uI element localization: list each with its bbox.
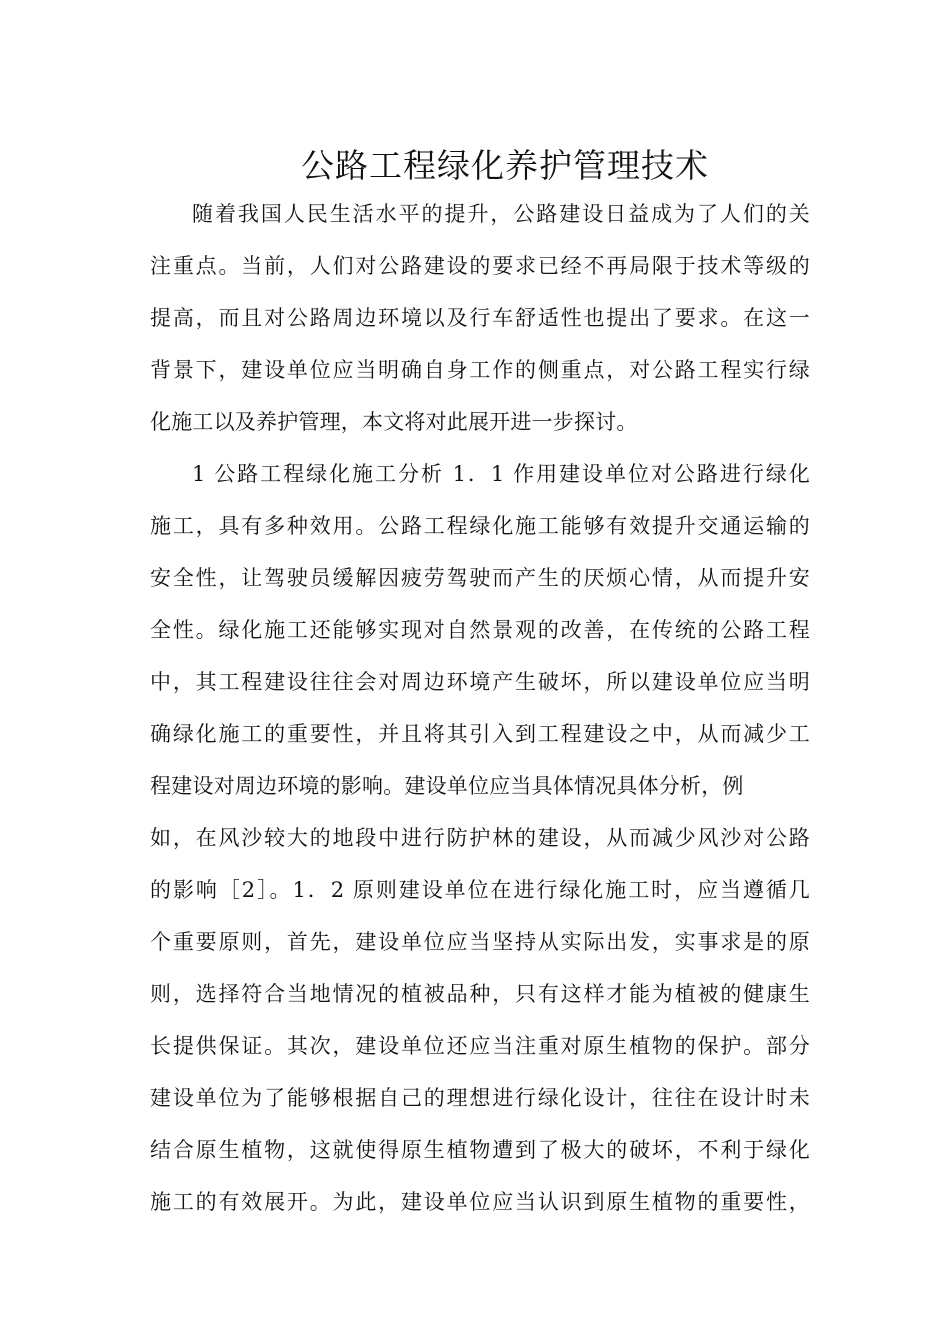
paragraph-2-line-4: 全性。绿化施工还能够实现对自然景观的改善，在传统的公路工程: [150, 618, 810, 642]
paragraph-2-line-12: 长提供保证。其次，建设单位还应当注重对原生植物的保护。部分: [150, 1034, 810, 1058]
paragraph-1-line-4: 背景下，建设单位应当明确自身工作的侧重点，对公路工程实行绿: [150, 358, 810, 382]
paragraph-2-line-7: 程建设对周边环境的影响。建设单位应当具体情况具体分析，例: [150, 774, 744, 798]
paragraph-2-line-11: 则，选择符合当地情况的植被品种，只有这样才能为植被的健康生: [150, 982, 810, 1006]
paragraph-1-line-2: 注重点。当前，人们对公路建设的要求已经不再局限于技术等级的: [150, 254, 810, 278]
paragraph-2-line-14: 结合原生植物，这就使得原生植物遭到了极大的破坏，不利于绿化: [150, 1138, 810, 1162]
paragraph-2-line-2: 施工，具有多种效用。公路工程绿化施工能够有效提升交通运输的: [150, 514, 810, 538]
paragraph-1-line-1: 随着我国人民生活水平的提升，公路建设日益成为了人们的关: [192, 202, 810, 226]
paragraph-2-line-10: 个重要原则，首先，建设单位应当坚持从实际出发，实事求是的原: [150, 930, 810, 954]
paragraph-2-line-13: 建设单位为了能够根据自己的理想进行绿化设计，往往在设计时未: [150, 1086, 810, 1110]
paragraph-2-line-15: 施工的有效展开。为此，建设单位应当认识到原生植物的重要性，: [150, 1190, 810, 1214]
paragraph-2-line-5: 中，其工程建设往往会对周边环境产生破坏，所以建设单位应当明: [150, 670, 810, 694]
paragraph-1-line-5: 化施工以及养护管理，本文将对此展开进一步探讨。: [150, 410, 638, 434]
paragraph-2-line-3: 安全性，让驾驶员缓解因疲劳驾驶而产生的厌烦心情，从而提升安: [150, 566, 810, 590]
paragraph-2-line-6: 确绿化施工的重要性，并且将其引入到工程建设之中，从而减少工: [150, 722, 810, 746]
document-title: 公路工程绿化养护管理技术: [301, 146, 709, 186]
paragraph-2-line-1: 1 公路工程绿化施工分析 1．1 作用建设单位对公路进行绿化: [192, 462, 810, 486]
paragraph-2-line-8: 如，在风沙较大的地段中进行防护林的建设，从而减少风沙对公路: [150, 826, 810, 850]
paragraph-1-line-3: 提高，而且对公路周边环境以及行车舒适性也提出了要求。在这一: [150, 306, 810, 330]
paragraph-2-line-9: 的影响［2］。1．2 原则建设单位在进行绿化施工时，应当遵循几: [150, 878, 810, 902]
